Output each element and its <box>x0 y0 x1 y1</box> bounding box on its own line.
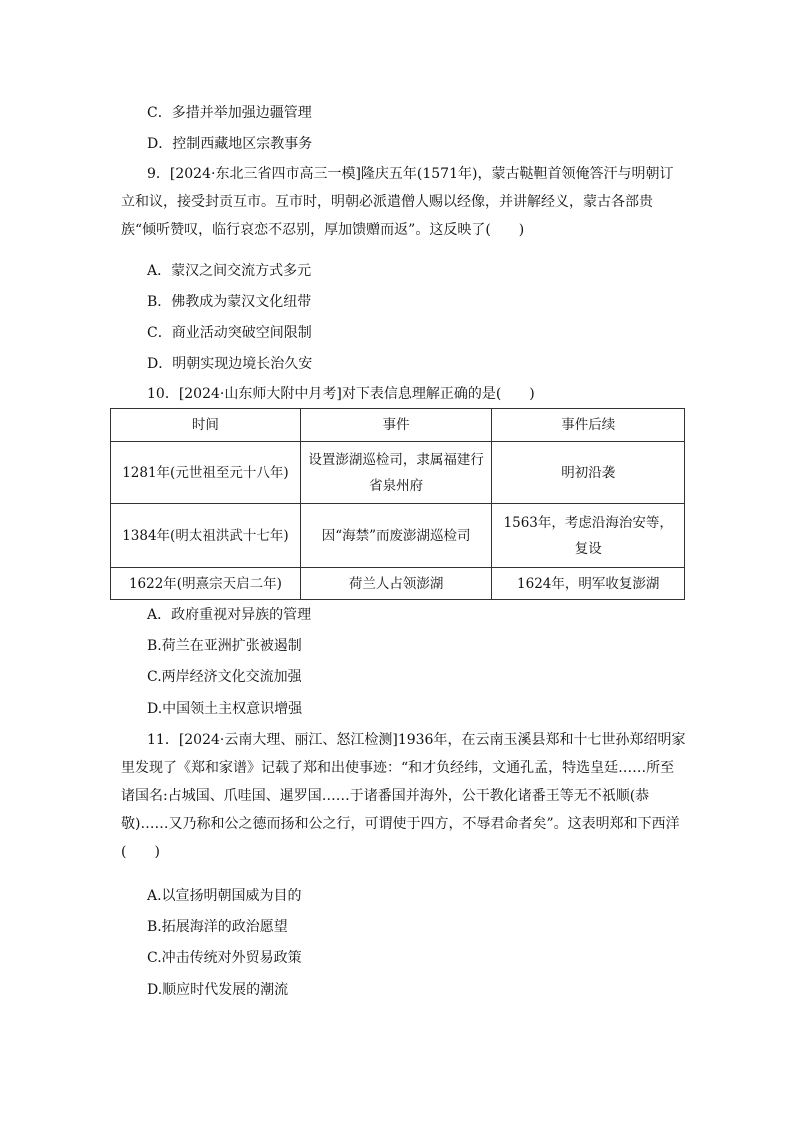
table-header-cell: 事件后续 <box>492 409 685 442</box>
table-cell: 明初沿袭 <box>492 442 685 504</box>
q11-option-d: D.顺应时代发展的潮流 <box>147 982 289 998</box>
table-cell: 因“海禁”而废澎湖巡检司 <box>300 504 492 568</box>
table-cell: 1622年(明熹宗天启二年) <box>111 568 301 600</box>
q9-option-d: D．明朝实现边境长治久安 <box>147 356 313 372</box>
q10-table <box>110 408 685 600</box>
table-cell: 1624年，明军收复澎湖 <box>492 568 685 600</box>
table-cell: 1384年(明太祖洪武十七年) <box>111 504 301 568</box>
q8-option-c: C．多措并举加强边疆管理 <box>147 105 312 121</box>
q8-option-d: D．控制西藏地区宗教事务 <box>147 136 313 152</box>
q9-option-a: A．蒙汉之间交流方式多元 <box>147 263 312 279</box>
table-cell: 1281年(元世祖至元十八年) <box>111 442 301 504</box>
q10-option-b: B.荷兰在亚洲扩张被遏制 <box>147 638 302 654</box>
q10-option-d: D.中国领土主权意识增强 <box>147 701 303 717</box>
table-row <box>111 568 685 600</box>
q10-stem: 10．[2024·山东师大附中月考]对下表信息理解正确的是( ) <box>147 386 535 402</box>
q9-stem: 9．[2024·东北三省四市高三一模]隆庆五年(1571年)，蒙古鞑靼首领俺答汗与明朝订立和议，接受封贡互市。互市时，明朝必派遣僧人赐以经像，并讲解经义，蒙古各部贵族“倾听赞叹，临行哀恋不忍别，厚加馈赠而返”。这反映了( ) <box>121 166 674 238</box>
table-header-row <box>111 409 685 442</box>
table-row <box>111 504 685 568</box>
q11-option-c: C.冲击传统对外贸易政策 <box>147 950 302 966</box>
q9-option-c: C．商业活动突破空间限制 <box>147 325 312 341</box>
q11-option-a: A.以宣扬明朝国威为目的 <box>147 888 302 904</box>
table-header-cell: 时间 <box>111 409 301 442</box>
q10-option-c: C.两岸经济文化交流加强 <box>147 669 302 685</box>
q9-option-b: B．佛教成为蒙汉文化纽带 <box>147 294 312 310</box>
table-cell: 1563年，考虑沿海治安等，复设 <box>492 504 685 568</box>
table-header-cell: 事件 <box>300 409 492 442</box>
table-row <box>111 442 685 504</box>
q11-stem: 11．[2024·云南大理、丽江、怒江检测]1936年，在云南玉溪县郑和十七世孙郑绍明家里发现了《郑和家谱》记载了郑和出使事迹：“和才负经纬，文通孔孟，特选皇廷……所至诸国名:占城国、爪哇国、暹罗国……于诸番国并海外，公干教化诸番王等无不祇顺(恭敬)……又乃称和公之德而扬和公之行，可谓使于四方，不辱君命者矣”。这表明郑和下西洋( ) <box>121 732 686 860</box>
table-cell: 荷兰人占领澎湖 <box>300 568 492 600</box>
table-cell: 设置澎湖巡检司，隶属福建行省泉州府 <box>300 442 492 504</box>
q11-option-b: B.拓展海洋的政治愿望 <box>147 919 288 935</box>
q10-option-a: A．政府重视对异族的管理 <box>147 607 312 623</box>
